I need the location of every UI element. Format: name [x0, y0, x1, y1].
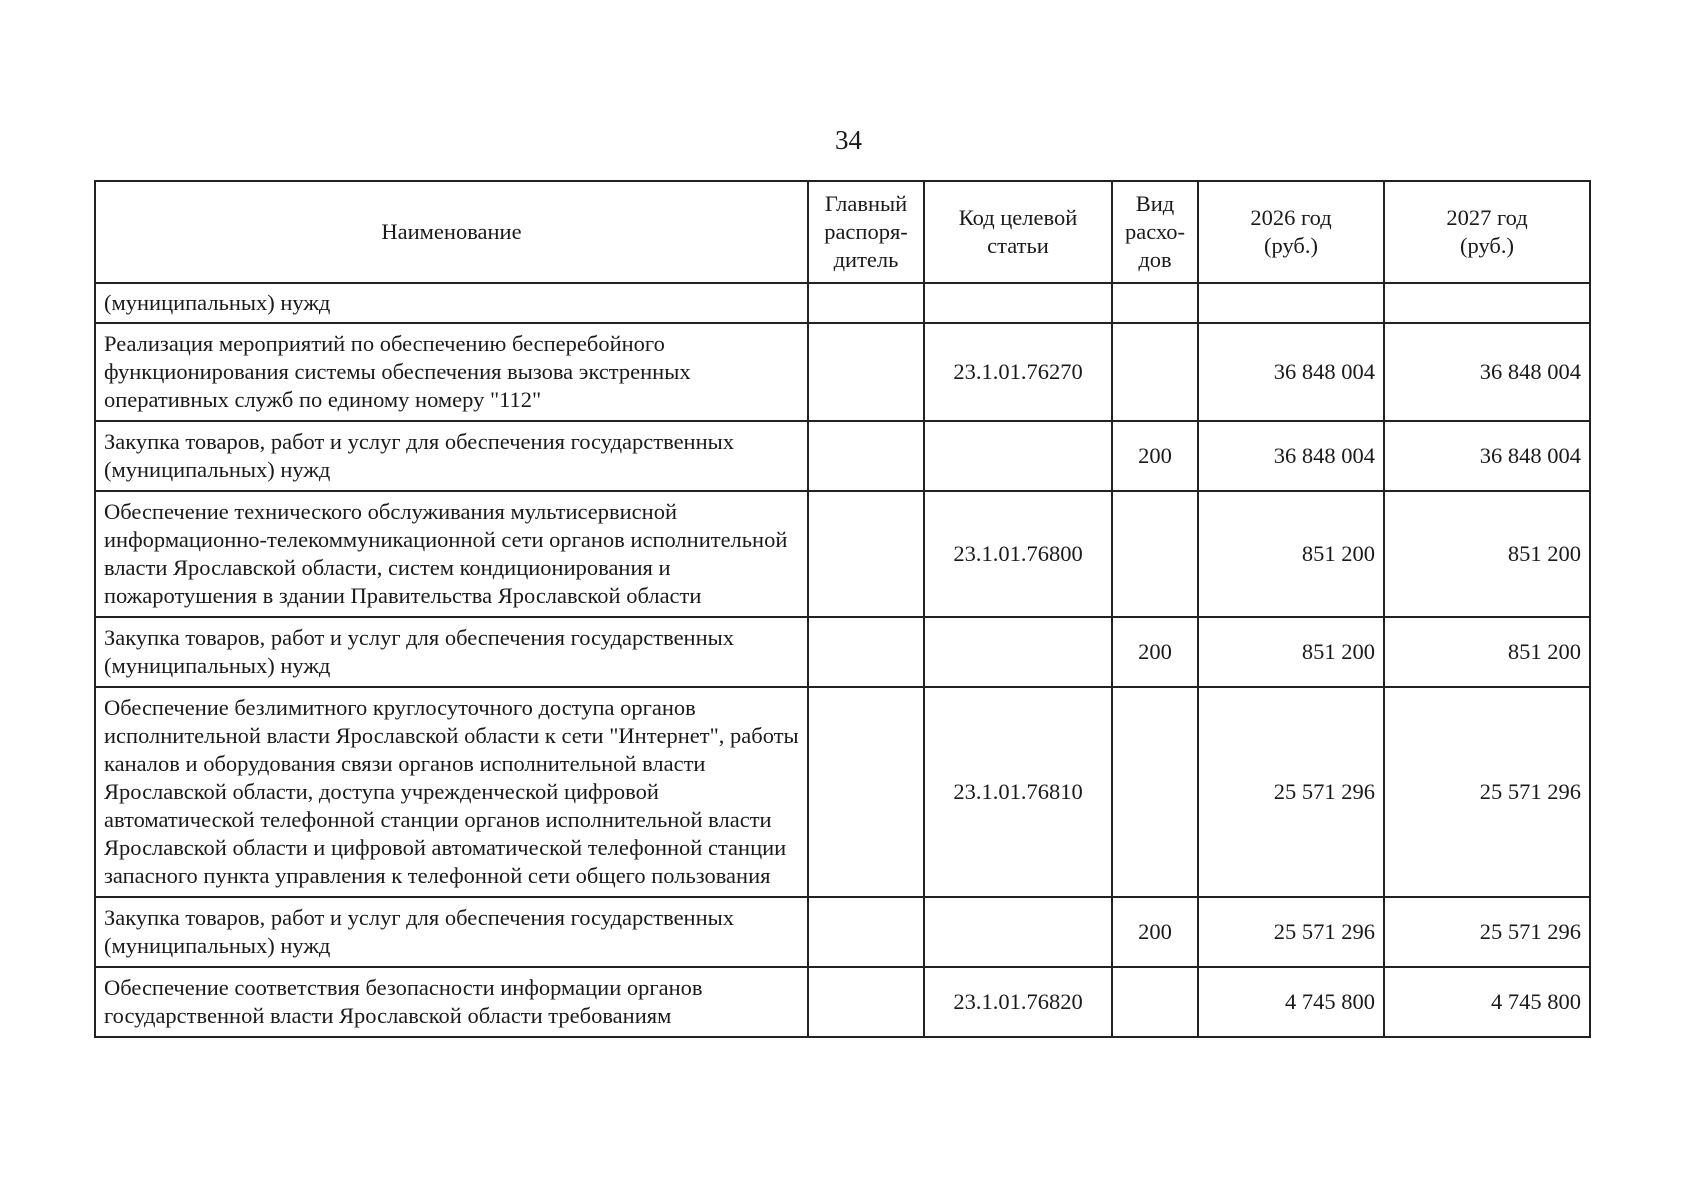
cell-admin	[808, 897, 924, 967]
cell-2026: 36 848 004	[1198, 421, 1384, 491]
header-2027: 2027 год (руб.)	[1384, 181, 1590, 283]
table-row	[95, 687, 1590, 897]
header-name: Наименование	[95, 181, 808, 283]
table-row	[95, 323, 1590, 421]
cell-name: Закупка товаров, работ и услуг для обеспечения государственных (муниципальных) нужд	[95, 617, 808, 687]
cell-name: Закупка товаров, работ и услуг для обеспечения государственных (муниципальных) нужд	[95, 897, 808, 967]
cell-code	[924, 897, 1112, 967]
cell-2027: 851 200	[1384, 617, 1590, 687]
cell-code: 23.1.01.76820	[924, 967, 1112, 1037]
cell-2027: 4 745 800	[1384, 967, 1590, 1037]
cell-code: 23.1.01.76800	[924, 491, 1112, 617]
cell-2027: 851 200	[1384, 491, 1590, 617]
table-row	[95, 967, 1590, 1037]
header-code: Код целевой статьи	[924, 181, 1112, 283]
cell-admin	[808, 687, 924, 897]
cell-code: 23.1.01.76810	[924, 687, 1112, 897]
cell-2027: 25 571 296	[1384, 687, 1590, 897]
cell-admin	[808, 967, 924, 1037]
cell-type	[1112, 491, 1198, 617]
cell-name: Обеспечение безлимитного круглосуточного доступа органов исполнительной власти Ярославской области к сети "Интернет", работы каналов и оборудования связи органов исполнительной власти Ярославской области, доступа учрежденческой цифровой автоматической телефонной станции органов исполнительной власти Ярославской области и цифровой автоматической телефонной станции запасного пункта управления к телефонной сети общего пользования	[95, 687, 808, 897]
table-row	[95, 491, 1590, 617]
table-row	[95, 617, 1590, 687]
cell-admin	[808, 283, 924, 323]
cell-name: Обеспечение технического обслуживания мультисервисной информационно-телекоммуникационной сети органов исполнительной власти Ярославской области, систем кондиционирования и пожаротушения в здании Правительства Ярославской области	[95, 491, 808, 617]
cell-2026: 851 200	[1198, 491, 1384, 617]
cell-2027	[1384, 283, 1590, 323]
cell-admin	[808, 421, 924, 491]
header-admin: Главный распоря- дитель	[808, 181, 924, 283]
page-number: 34	[835, 125, 862, 155]
cell-code	[924, 421, 1112, 491]
cell-admin	[808, 323, 924, 421]
table-header-row	[95, 181, 1590, 283]
budget-table	[94, 180, 1591, 1038]
cell-2026: 36 848 004	[1198, 323, 1384, 421]
cell-2026: 4 745 800	[1198, 967, 1384, 1037]
cell-name: Реализация мероприятий по обеспечению бесперебойного функционирования системы обеспечения вызова экстренных оперативных служб по единому номеру "112"	[95, 323, 808, 421]
cell-type	[1112, 283, 1198, 323]
cell-code	[924, 283, 1112, 323]
cell-2026: 25 571 296	[1198, 687, 1384, 897]
cell-code: 23.1.01.76270	[924, 323, 1112, 421]
cell-type	[1112, 323, 1198, 421]
cell-2026: 851 200	[1198, 617, 1384, 687]
cell-name: Закупка товаров, работ и услуг для обеспечения государственных (муниципальных) нужд	[95, 421, 808, 491]
cell-type: 200	[1112, 617, 1198, 687]
cell-code	[924, 617, 1112, 687]
table-row	[95, 421, 1590, 491]
cell-admin	[808, 491, 924, 617]
cell-2026	[1198, 283, 1384, 323]
cell-2026: 25 571 296	[1198, 897, 1384, 967]
cell-name: (муниципальных) нужд	[95, 283, 808, 323]
cell-2027: 36 848 004	[1384, 421, 1590, 491]
cell-type: 200	[1112, 897, 1198, 967]
cell-2027: 36 848 004	[1384, 323, 1590, 421]
cell-type	[1112, 687, 1198, 897]
cell-type	[1112, 967, 1198, 1037]
cell-2027: 25 571 296	[1384, 897, 1590, 967]
cell-name: Обеспечение соответствия безопасности информации органов государственной власти Ярославской области требованиям	[95, 967, 808, 1037]
header-type: Вид расхо- дов	[1112, 181, 1198, 283]
table-row	[95, 897, 1590, 967]
cell-type: 200	[1112, 421, 1198, 491]
cell-admin	[808, 617, 924, 687]
header-2026: 2026 год (руб.)	[1198, 181, 1384, 283]
table-row	[95, 283, 1590, 323]
